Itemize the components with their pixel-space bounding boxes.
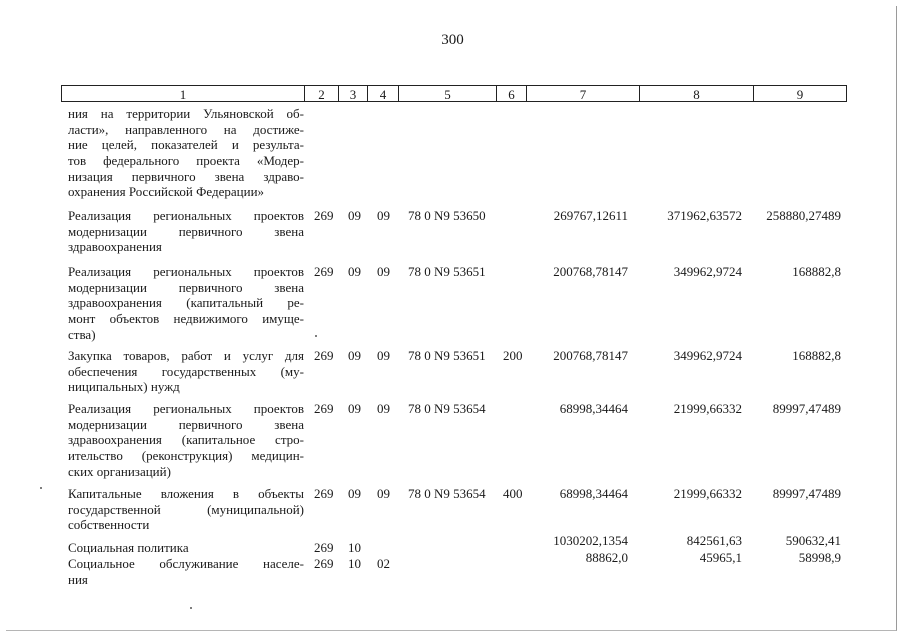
row-description — [68, 540, 304, 556]
razdel-cell: 10 — [348, 556, 361, 571]
scan-speck — [315, 335, 317, 337]
description-line: модернизации первичного звена — [68, 279, 304, 295]
amount-col8-cell: 371962,63572 — [667, 208, 742, 223]
scan-speck — [40, 487, 42, 489]
page-number: 300 — [441, 32, 464, 48]
row-description — [68, 486, 304, 533]
podrazdel-cell: 09 — [377, 401, 390, 416]
razdel-cell: 09 — [348, 401, 361, 416]
podrazdel-cell: 09 — [377, 264, 390, 279]
description-line: ние целей, показателей и результа- — [68, 137, 304, 153]
vr-cell: 400 — [503, 486, 523, 501]
description-line: охранения Российской Федерации» — [68, 184, 265, 200]
header-col-1: 1 — [61, 85, 305, 102]
description-line: ниципальных) нужд — [68, 379, 180, 395]
amount-col8-cell: 45965,1 — [699, 550, 742, 565]
amount-col8-cell: 349962,9724 — [673, 348, 742, 363]
header-col-2: 2 — [305, 85, 339, 102]
description-line: ния на территории Ульяновской об- — [68, 106, 304, 121]
description-line: обеспечения государственных (му- — [68, 363, 304, 379]
description-line: ских организаций) — [68, 463, 171, 479]
row-description — [68, 401, 304, 479]
description-line: монт объектов недвижимого имуще- — [68, 311, 304, 327]
grbs-cell: 269 — [314, 486, 334, 501]
row-description — [68, 556, 304, 587]
amount-col9-cell: 58998,9 — [798, 550, 841, 565]
description-line: ния — [68, 571, 88, 587]
header-col-8: 8 — [640, 85, 754, 102]
amount-col7-cell: 68998,34464 — [559, 401, 628, 416]
csr-cell: 78 0 N9 53651 — [408, 264, 486, 279]
amount-col8-cell: 21999,66332 — [673, 401, 742, 416]
header-col-9: 9 — [754, 85, 847, 102]
podrazdel-cell: 09 — [377, 348, 390, 363]
razdel-cell: 10 — [348, 540, 361, 555]
header-col-6: 6 — [497, 85, 527, 102]
description-line: Закупка товаров, работ и услуг для — [68, 348, 304, 363]
description-line: Реализация региональных проектов — [68, 264, 304, 279]
grbs-cell: 269 — [314, 208, 334, 223]
razdel-cell: 09 — [348, 348, 361, 363]
row-description — [68, 348, 304, 395]
amount-col7-cell: 1030202,1354 — [553, 533, 628, 548]
razdel-cell: 09 — [348, 264, 361, 279]
csr-cell: 78 0 N9 53654 — [408, 401, 486, 416]
description-line: Капитальные вложения в объекты — [68, 486, 304, 501]
description-line: здравоохранения (капитальное стро- — [68, 432, 304, 448]
razdel-cell: 09 — [348, 486, 361, 501]
description-line: собственности — [68, 517, 150, 533]
amount-col8-cell: 842561,63 — [686, 533, 742, 548]
amount-col7-cell: 88862,0 — [585, 550, 628, 565]
description-line: модернизации первичного звена — [68, 416, 304, 432]
amount-col9-cell: 89997,47489 — [772, 401, 841, 416]
description-line: ительство (реконструкция) медицин- — [68, 448, 304, 464]
amount-col9-cell: 168882,8 — [792, 348, 841, 363]
description-line: тов федерального проекта «Модер- — [68, 153, 304, 169]
header-col-4: 4 — [368, 85, 399, 102]
grbs-cell: 269 — [314, 401, 334, 416]
vr-cell: 200 — [503, 348, 523, 363]
header-col-5: 5 — [399, 85, 497, 102]
description-line: низация первичного звена здраво- — [68, 168, 304, 184]
podrazdel-cell: 02 — [377, 556, 390, 571]
podrazdel-cell: 09 — [377, 208, 390, 223]
row-description — [68, 208, 304, 255]
description-line: Социальная политика — [68, 540, 189, 555]
csr-cell: 78 0 N9 53654 — [408, 486, 486, 501]
row-description — [68, 106, 304, 200]
grbs-cell: 269 — [314, 556, 334, 571]
description-line: ства) — [68, 326, 96, 342]
podrazdel-cell: 09 — [377, 486, 390, 501]
amount-col7-cell: 269767,12611 — [553, 208, 628, 223]
razdel-cell: 09 — [348, 208, 361, 223]
csr-cell: 78 0 N9 53651 — [408, 348, 486, 363]
row-description — [68, 264, 304, 342]
description-line: здравоохранения (капитальный ре- — [68, 295, 304, 311]
amount-col9-cell: 590632,41 — [785, 533, 841, 548]
description-line: Реализация региональных проектов — [68, 401, 304, 416]
csr-cell: 78 0 N9 53650 — [408, 208, 486, 223]
description-line: модернизации первичного звена — [68, 223, 304, 239]
amount-col7-cell: 200768,78147 — [553, 264, 628, 279]
description-line: здравоохранения — [68, 239, 162, 255]
amount-col9-cell: 168882,8 — [792, 264, 841, 279]
header-col-7: 7 — [527, 85, 640, 102]
grbs-cell: 269 — [314, 264, 334, 279]
description-line: ласти», направленного на достиже- — [68, 121, 304, 137]
description-line: государственной (муниципальной) — [68, 501, 304, 517]
scan-speck — [190, 607, 192, 609]
amount-col7-cell: 68998,34464 — [559, 486, 628, 501]
amount-col8-cell: 21999,66332 — [673, 486, 742, 501]
grbs-cell: 269 — [314, 348, 334, 363]
description-line: Реализация региональных проектов — [68, 208, 304, 223]
amount-col9-cell: 258880,27489 — [766, 208, 841, 223]
grbs-cell: 269 — [314, 540, 334, 555]
description-line: Социальное обслуживание населе- — [68, 556, 304, 571]
amount-col8-cell: 349962,9724 — [673, 264, 742, 279]
header-col-3: 3 — [339, 85, 368, 102]
amount-col9-cell: 89997,47489 — [772, 486, 841, 501]
amount-col7-cell: 200768,78147 — [553, 348, 628, 363]
